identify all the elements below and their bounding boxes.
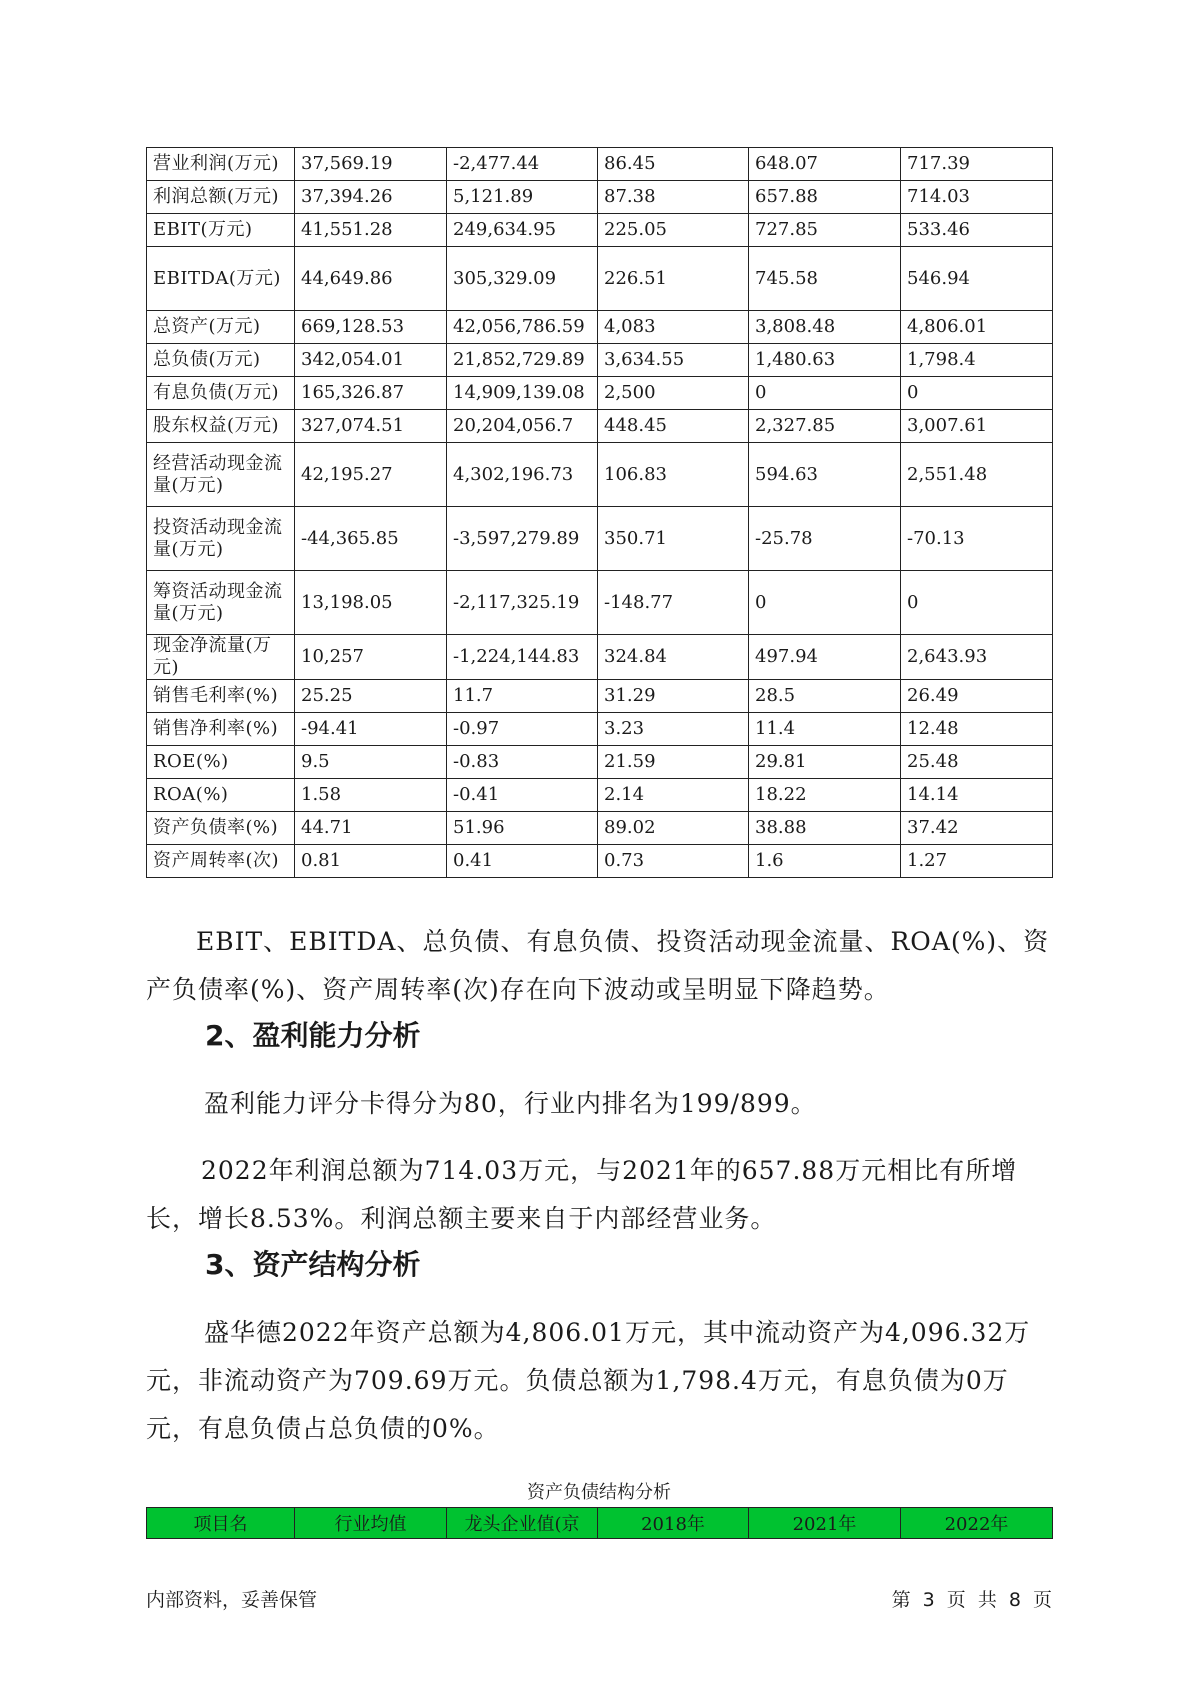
metric-value: 14.14 [901, 779, 1053, 812]
metric-value: 745.58 [749, 247, 901, 311]
metric-value: 89.02 [598, 812, 749, 845]
metric-value: 38.88 [749, 812, 901, 845]
metric-value: 21.59 [598, 746, 749, 779]
metric-value: 3,007.61 [901, 410, 1053, 443]
table-row [147, 311, 1053, 344]
table-row [147, 247, 1053, 311]
metric-value: 2,327.85 [749, 410, 901, 443]
header-2018: 2018年 [598, 1508, 749, 1539]
metric-value: 12.48 [901, 713, 1053, 746]
metric-value: 2,500 [598, 377, 749, 410]
metric-value: 4,083 [598, 311, 749, 344]
metric-value: -2,477.44 [447, 148, 598, 181]
metric-value: 648.07 [749, 148, 901, 181]
metric-value: 324.84 [598, 635, 749, 680]
table-row [147, 713, 1053, 746]
metric-value: -0.41 [447, 779, 598, 812]
table-row [147, 845, 1053, 878]
metric-value: 106.83 [598, 443, 749, 507]
metric-value: 9.5 [295, 746, 447, 779]
metric-value: 327,074.51 [295, 410, 447, 443]
metric-value: 0 [749, 571, 901, 635]
metric-value: 14,909,139.08 [447, 377, 598, 410]
metric-value: 3,634.55 [598, 344, 749, 377]
metric-value: 2.14 [598, 779, 749, 812]
metric-value: 1,480.63 [749, 344, 901, 377]
header-2021: 2021年 [749, 1508, 901, 1539]
metric-label: 筹资活动现金流量(万元) [147, 571, 295, 635]
metric-value: 29.81 [749, 746, 901, 779]
metric-value: 18.22 [749, 779, 901, 812]
profit-growth-paragraph: 2022年利润总额为714.03万元，与2021年的657.88万元相比有所增长，增长8.53%。利润总额主要来自于内部经营业务。 [146, 1156, 1018, 1233]
metric-label: 投资活动现金流量(万元) [147, 507, 295, 571]
metric-value: 533.46 [901, 214, 1053, 247]
metric-label: 总负债(万元) [147, 344, 295, 377]
table-row [147, 148, 1053, 181]
metric-value: 0.41 [447, 845, 598, 878]
metric-value: 342,054.01 [295, 344, 447, 377]
metric-value: 13,198.05 [295, 571, 447, 635]
metric-value: 37,569.19 [295, 148, 447, 181]
metric-value: 1.6 [749, 845, 901, 878]
metric-label: 资产负债率(%) [147, 812, 295, 845]
metric-value: -44,365.85 [295, 507, 447, 571]
metric-value: 41,551.28 [295, 214, 447, 247]
trend-paragraph: EBIT、EBITDA、总负债、有息负债、投资活动现金流量、ROA(%)、资产负债率(%)、资产周转率(次)存在向下波动或呈明显下降趋势。 [146, 927, 1050, 1004]
metric-label: 现金净流量(万元) [147, 635, 295, 680]
financial-metrics-table [146, 147, 1053, 878]
metric-value: 350.71 [598, 507, 749, 571]
metric-label: 资产周转率(次) [147, 845, 295, 878]
metric-value: 714.03 [901, 181, 1053, 214]
metric-value: 305,329.09 [447, 247, 598, 311]
metric-value: 546.94 [901, 247, 1053, 311]
metric-value: 3,808.48 [749, 311, 901, 344]
metric-value: 448.45 [598, 410, 749, 443]
table-row [147, 214, 1053, 247]
metric-value: 669,128.53 [295, 311, 447, 344]
structure-table-caption: 资产负债结构分析 [527, 1482, 671, 1503]
metric-value: 51.96 [447, 812, 598, 845]
metric-value: 10,257 [295, 635, 447, 680]
metric-value: 727.85 [749, 214, 901, 247]
metric-value: 717.39 [901, 148, 1053, 181]
metric-value: 0 [901, 377, 1053, 410]
metric-value: 87.38 [598, 181, 749, 214]
table-row [147, 377, 1053, 410]
metric-label: EBITDA(万元) [147, 247, 295, 311]
metric-label: 总资产(万元) [147, 311, 295, 344]
metric-value: 42,056,786.59 [447, 311, 598, 344]
structure-header-row [147, 1508, 1053, 1539]
metric-value: 2,643.93 [901, 635, 1053, 680]
metric-label: 营业利润(万元) [147, 148, 295, 181]
metric-value: 21,852,729.89 [447, 344, 598, 377]
metric-value: 28.5 [749, 680, 901, 713]
metric-value: 37.42 [901, 812, 1053, 845]
metric-label: 销售净利率(%) [147, 713, 295, 746]
metric-label: 利润总额(万元) [147, 181, 295, 214]
metric-value: 86.45 [598, 148, 749, 181]
header-leader-value: 龙头企业值(京 [447, 1508, 598, 1539]
table-row [147, 410, 1053, 443]
profitability-score-paragraph: 盈利能力评分卡得分为80，行业内排名为199/899。 [204, 1089, 817, 1118]
metric-value: -0.97 [447, 713, 598, 746]
metric-label: 股东权益(万元) [147, 410, 295, 443]
metric-value: 42,195.27 [295, 443, 447, 507]
table-row [147, 507, 1053, 571]
footer-confidential-note: 内部资料，妥善保管 [146, 1589, 318, 1611]
section-2-heading: 2、盈利能力分析 [205, 1019, 421, 1052]
metric-value: -94.41 [295, 713, 447, 746]
metric-value: 657.88 [749, 181, 901, 214]
asset-structure-paragraph: 盛华德2022年资产总额为4,806.01万元，其中流动资产为4,096.32万元，非流动资产为709.69万元。负债总额为1,798.4万元，有息负债为0万元，有息负债占总负债的0%。 [146, 1318, 1031, 1443]
metric-value: 3.23 [598, 713, 749, 746]
table-row [147, 443, 1053, 507]
metric-value: 1,798.4 [901, 344, 1053, 377]
balance-structure-table [146, 1507, 1053, 1539]
table-row [147, 571, 1053, 635]
metric-value: -25.78 [749, 507, 901, 571]
metric-value: 4,302,196.73 [447, 443, 598, 507]
metric-value: 4,806.01 [901, 311, 1053, 344]
metric-value: 44,649.86 [295, 247, 447, 311]
table-row [147, 812, 1053, 845]
metric-value: 0.81 [295, 845, 447, 878]
metric-value: 249,634.95 [447, 214, 598, 247]
metric-label: 有息负债(万元) [147, 377, 295, 410]
metric-label: ROE(%) [147, 746, 295, 779]
table-row [147, 680, 1053, 713]
metric-label: 经营活动现金流量(万元) [147, 443, 295, 507]
metric-value: -148.77 [598, 571, 749, 635]
section-3-heading: 3、资产结构分析 [205, 1248, 421, 1281]
metric-value: -70.13 [901, 507, 1053, 571]
table-row [147, 635, 1053, 680]
table-row [147, 746, 1053, 779]
table-row [147, 779, 1053, 812]
metric-value: 25.25 [295, 680, 447, 713]
metric-value: 0.73 [598, 845, 749, 878]
metric-value: -0.83 [447, 746, 598, 779]
metric-value: -1,224,144.83 [447, 635, 598, 680]
metric-value: 2,551.48 [901, 443, 1053, 507]
metric-label: ROA(%) [147, 779, 295, 812]
metric-value: 1.58 [295, 779, 447, 812]
metric-value: 225.05 [598, 214, 749, 247]
metric-value: 5,121.89 [447, 181, 598, 214]
table-row [147, 344, 1053, 377]
metric-value: 26.49 [901, 680, 1053, 713]
metric-value: 226.51 [598, 247, 749, 311]
metric-value: 20,204,056.7 [447, 410, 598, 443]
metric-value: 594.63 [749, 443, 901, 507]
metric-value: -3,597,279.89 [447, 507, 598, 571]
footer-page-number: 第 3 页 共 8 页 [891, 1589, 1052, 1611]
header-2022: 2022年 [901, 1508, 1053, 1539]
header-industry-average: 行业均值 [295, 1508, 447, 1539]
header-item-name: 项目名 [147, 1508, 295, 1539]
metric-value: 44.71 [295, 812, 447, 845]
metric-label: EBIT(万元) [147, 214, 295, 247]
metric-value: 11.4 [749, 713, 901, 746]
metric-value: 31.29 [598, 680, 749, 713]
metric-value: 165,326.87 [295, 377, 447, 410]
metric-value: 37,394.26 [295, 181, 447, 214]
metric-value: 1.27 [901, 845, 1053, 878]
metric-value: 497.94 [749, 635, 901, 680]
table-row [147, 181, 1053, 214]
metric-value: -2,117,325.19 [447, 571, 598, 635]
metric-value: 0 [749, 377, 901, 410]
metric-value: 11.7 [447, 680, 598, 713]
metric-value: 0 [901, 571, 1053, 635]
metric-label: 销售毛利率(%) [147, 680, 295, 713]
metric-value: 25.48 [901, 746, 1053, 779]
